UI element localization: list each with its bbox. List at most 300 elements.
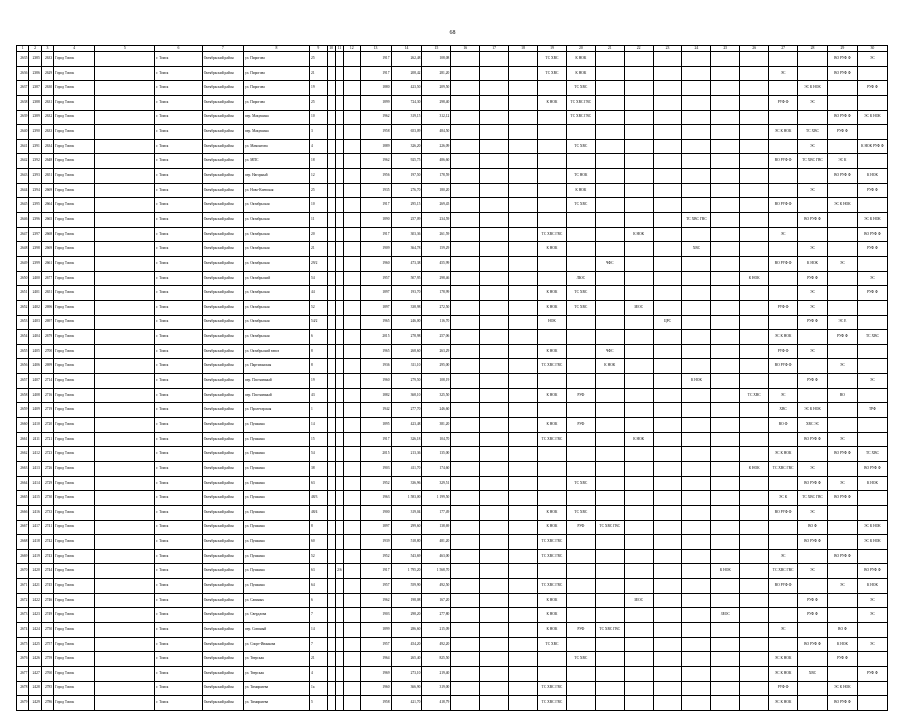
work-type-cell: ЭС К НОК [798, 81, 828, 96]
work-type-cell [595, 52, 624, 67]
total-area: 336,96 [391, 476, 422, 491]
work-type-cell [509, 374, 538, 389]
work-type-cell [538, 403, 567, 418]
empty-cell [95, 154, 155, 169]
work-type-cell [624, 520, 653, 535]
district-name: Октябрьский район [202, 432, 243, 447]
settlement-name: Город Томск [54, 681, 95, 696]
work-type-cell [509, 256, 538, 271]
record-id: 2406 [29, 359, 41, 374]
work-type-cell [653, 579, 682, 594]
object-id: 2677 [41, 271, 53, 286]
house-number: 52 [310, 549, 328, 564]
house-number: 8 [310, 344, 328, 359]
work-type-cell [595, 242, 624, 257]
city-name: г. Томск [155, 535, 202, 550]
work-type-cell [480, 52, 509, 67]
work-type-cell [857, 125, 887, 140]
work-type-cell [624, 139, 653, 154]
empty-cell [327, 344, 335, 359]
empty-cell [327, 139, 335, 154]
work-type-cell [566, 461, 595, 476]
building-number [335, 110, 343, 125]
building-number [335, 286, 343, 301]
record-number: 2676 [17, 652, 29, 667]
work-type-cell [566, 579, 595, 594]
column-number: 8 [243, 46, 309, 52]
empty-cell [327, 608, 335, 623]
record-number: 2678 [17, 681, 29, 696]
work-type-cell [682, 505, 711, 520]
settlement-name: Город Томск [54, 110, 95, 125]
street-name: ул. Пирогова [243, 66, 309, 81]
street-name: ул. Пушкина [243, 564, 309, 579]
total-area: 276,70 [391, 183, 422, 198]
work-type-cell [538, 154, 567, 169]
work-type-cell [595, 271, 624, 286]
work-type-cell: НОК [538, 315, 567, 330]
empty-cell [95, 110, 155, 125]
work-type-cell [509, 535, 538, 550]
settlement-name: Город Томск [54, 418, 95, 433]
work-type-cell [566, 330, 595, 345]
city-name: г. Томск [155, 388, 202, 403]
object-id: 2665 [41, 213, 53, 228]
work-type-cell [509, 608, 538, 623]
empty-cell [95, 66, 155, 81]
settlement-name: Город Томск [54, 139, 95, 154]
work-type-cell: РУФ Ф [798, 271, 828, 286]
building-number [335, 300, 343, 315]
district-name: Октябрьский район [202, 388, 243, 403]
building-number [335, 403, 343, 418]
work-type-cell [480, 476, 509, 491]
work-type-cell [798, 66, 828, 81]
work-type-cell [624, 418, 653, 433]
work-type-cell [653, 491, 682, 506]
work-type-cell: ЭС [798, 344, 828, 359]
work-type-cell [769, 169, 798, 184]
settlement-name: Город Томск [54, 198, 95, 213]
object-id: 2733 [41, 505, 53, 520]
work-type-cell [711, 110, 740, 125]
work-type-cell: ЭС [798, 242, 828, 257]
city-name: г. Томск [155, 461, 202, 476]
work-type-cell [740, 403, 769, 418]
work-type-cell [711, 432, 740, 447]
empty-cell [327, 374, 335, 389]
work-type-cell [624, 66, 653, 81]
empty-cell [327, 696, 335, 711]
work-type-cell: ЭС [827, 579, 857, 594]
empty-cell [327, 652, 335, 667]
work-type-cell [827, 564, 857, 579]
work-type-cell [740, 622, 769, 637]
work-type-cell [653, 286, 682, 301]
work-type-cell [682, 52, 711, 67]
work-type-cell [653, 271, 682, 286]
total-area: 559,90 [391, 579, 422, 594]
house-number: 7 [310, 608, 328, 623]
work-type-cell: ВО РУФ Ф [857, 564, 887, 579]
table-row [17, 579, 888, 594]
work-type-cell [653, 183, 682, 198]
empty-cell [95, 271, 155, 286]
work-type-cell [451, 505, 480, 520]
total-area: 473,38 [391, 256, 422, 271]
settlement-name: Город Томск [54, 286, 95, 301]
work-type-cell: К НОК [538, 593, 567, 608]
work-type-cell [509, 198, 538, 213]
work-type-cell [798, 388, 828, 403]
work-type-cell: ЭС [769, 66, 798, 81]
district-name: Октябрьский район [202, 154, 243, 169]
house-number: 43 [310, 388, 328, 403]
empty-cell [344, 666, 361, 681]
work-type-cell: К НОК [740, 271, 769, 286]
work-type-cell [451, 169, 480, 184]
table-row [17, 330, 888, 345]
empty-cell [344, 520, 361, 535]
work-type-cell [509, 52, 538, 67]
work-type-cell [653, 622, 682, 637]
total-area: 303,36 [391, 227, 422, 242]
street-name: ул. Октябрьская [243, 315, 309, 330]
empty-cell [344, 564, 361, 579]
empty-cell [95, 330, 155, 345]
settlement-name: Город Томск [54, 637, 95, 652]
object-id: 2669 [41, 183, 53, 198]
work-type-cell [682, 271, 711, 286]
city-name: г. Томск [155, 666, 202, 681]
building-number [335, 154, 343, 169]
build-year: 1963 [360, 491, 391, 506]
record-number: 2636 [17, 66, 29, 81]
work-type-cell [711, 696, 740, 711]
work-type-cell [480, 315, 509, 330]
work-type-cell: ХВС [769, 403, 798, 418]
work-type-cell [653, 81, 682, 96]
empty-cell [344, 169, 361, 184]
work-type-cell: ЭС К НОК [769, 447, 798, 462]
work-type-cell [538, 330, 567, 345]
building-number [335, 622, 343, 637]
living-area: 277,80 [422, 608, 451, 623]
work-type-cell [624, 447, 653, 462]
column-number: 4 [54, 46, 95, 52]
living-area: 138,69 [422, 520, 451, 535]
work-type-cell [595, 491, 624, 506]
living-area: 269,45 [422, 198, 451, 213]
work-type-cell [682, 696, 711, 711]
building-number: 2/6 [335, 564, 343, 579]
record-number: 2644 [17, 183, 29, 198]
work-type-cell [595, 637, 624, 652]
work-type-cell [480, 81, 509, 96]
work-type-cell [711, 403, 740, 418]
settlement-name: Город Томск [54, 535, 95, 550]
empty-cell [95, 608, 155, 623]
work-type-cell [509, 359, 538, 374]
work-type-cell [480, 637, 509, 652]
work-type-cell: ВО РУФ Ф [769, 256, 798, 271]
object-id: 2679 [41, 330, 53, 345]
record-id: 2416 [29, 505, 41, 520]
work-type-cell: ТС ХВС ГВС [595, 622, 624, 637]
work-type-cell [509, 403, 538, 418]
build-year: 1909 [360, 242, 391, 257]
building-number [335, 52, 343, 67]
empty-cell [344, 593, 361, 608]
record-number: 2652 [17, 300, 29, 315]
work-type-cell: ТС ХВС ГВС [538, 535, 567, 550]
work-type-cell [827, 505, 857, 520]
work-type-cell [480, 330, 509, 345]
work-type-cell [653, 403, 682, 418]
work-type-cell: К НОК [538, 242, 567, 257]
table-row [17, 95, 888, 110]
city-name: г. Томск [155, 213, 202, 228]
record-id: 2386 [29, 66, 41, 81]
record-id: 2414 [29, 476, 41, 491]
district-name: Октябрьский район [202, 198, 243, 213]
empty-cell [95, 227, 155, 242]
work-type-cell [624, 183, 653, 198]
work-type-cell [509, 81, 538, 96]
house-number: 63 [310, 564, 328, 579]
record-number: 2668 [17, 535, 29, 550]
work-type-cell [711, 476, 740, 491]
settlement-name: Город Томск [54, 359, 95, 374]
column-number: 12 [344, 46, 361, 52]
district-name: Октябрьский район [202, 549, 243, 564]
record-id: 2410 [29, 418, 41, 433]
record-id: 2385 [29, 52, 41, 67]
building-number [335, 681, 343, 696]
settlement-name: Город Томск [54, 666, 95, 681]
work-type-cell [509, 183, 538, 198]
work-type-cell [566, 696, 595, 711]
work-type-cell: РУФ Ф [857, 286, 887, 301]
city-name: г. Томск [155, 154, 202, 169]
work-type-cell [595, 476, 624, 491]
work-type-cell: ЭС К НОК [857, 520, 887, 535]
column-number: 16 [451, 46, 480, 52]
living-area: 295,00 [422, 359, 451, 374]
work-type-cell [769, 81, 798, 96]
work-type-cell: ЭС К НОК [769, 330, 798, 345]
work-type-cell [566, 125, 595, 140]
work-type-cell [509, 652, 538, 667]
street-name: ул. Пушкина [243, 505, 309, 520]
work-type-cell [682, 622, 711, 637]
street-name: ул. Свердлова [243, 608, 309, 623]
work-type-cell [711, 300, 740, 315]
work-type-cell [740, 418, 769, 433]
street-name: ул. Партизанская [243, 359, 309, 374]
total-area: 368,10 [391, 388, 422, 403]
work-type-cell [595, 374, 624, 389]
settlement-name: Город Томск [54, 315, 95, 330]
work-type-cell [624, 535, 653, 550]
work-type-cell [740, 344, 769, 359]
empty-cell [327, 520, 335, 535]
work-type-cell: ЭС К НОК [857, 110, 887, 125]
work-type-cell [682, 681, 711, 696]
work-type-cell [711, 198, 740, 213]
object-id: 2634 [41, 139, 53, 154]
column-number: 18 [509, 46, 538, 52]
work-type-cell [827, 95, 857, 110]
work-type-cell: ЭС [827, 256, 857, 271]
empty-cell [327, 491, 335, 506]
work-type-cell [480, 66, 509, 81]
district-name: Октябрьский район [202, 535, 243, 550]
total-area: 518,80 [391, 535, 422, 550]
work-type-cell [595, 330, 624, 345]
work-type-cell [798, 227, 828, 242]
building-number [335, 388, 343, 403]
work-type-cell: ЭС К [827, 154, 857, 169]
house-number: 4 [310, 666, 328, 681]
work-type-cell [451, 403, 480, 418]
work-type-cell: РУФ [566, 388, 595, 403]
record-number: 2664 [17, 476, 29, 491]
work-type-cell [857, 256, 887, 271]
work-type-cell: ВО Ф [798, 520, 828, 535]
settlement-name: Город Томск [54, 169, 95, 184]
work-type-cell: ТС ХВС ГВС [798, 154, 828, 169]
settlement-name: Город Томск [54, 81, 95, 96]
settlement-name: Город Томск [54, 564, 95, 579]
settlement-name: Город Томск [54, 696, 95, 711]
record-number: 2679 [17, 696, 29, 711]
work-type-cell [682, 579, 711, 594]
empty-cell [327, 403, 335, 418]
settlement-name: Город Томск [54, 344, 95, 359]
table-row [17, 52, 888, 67]
work-type-cell [538, 256, 567, 271]
work-type-cell [480, 227, 509, 242]
build-year: 1917 [360, 198, 391, 213]
work-type-cell [451, 461, 480, 476]
work-type-cell [857, 491, 887, 506]
district-name: Октябрьский район [202, 652, 243, 667]
table-row [17, 696, 888, 711]
empty-cell [344, 95, 361, 110]
street-name: ул. Тимирязева [243, 681, 309, 696]
settlement-name: Город Томск [54, 491, 95, 506]
work-type-cell [653, 549, 682, 564]
work-type-cell: ВО Ф [769, 418, 798, 433]
work-type-cell [740, 681, 769, 696]
work-type-cell [769, 593, 798, 608]
work-type-cell [624, 213, 653, 228]
work-type-cell [653, 476, 682, 491]
work-type-cell [653, 242, 682, 257]
settlement-name: Город Томск [54, 256, 95, 271]
street-name: ул. Октябрьская [243, 227, 309, 242]
building-number [335, 183, 343, 198]
total-area: 311,10 [391, 359, 422, 374]
work-type-cell [682, 110, 711, 125]
work-type-cell [711, 535, 740, 550]
district-name: Октябрьский район [202, 476, 243, 491]
empty-cell [327, 286, 335, 301]
work-type-cell [566, 154, 595, 169]
empty-cell [95, 403, 155, 418]
district-name: Октябрьский район [202, 242, 243, 257]
work-type-cell [595, 418, 624, 433]
work-type-cell [538, 374, 567, 389]
object-id: 2714 [41, 374, 53, 389]
work-type-cell: К НОК [857, 169, 887, 184]
living-area: 298,40 [422, 95, 451, 110]
street-name: ул. Октябрьский [243, 271, 309, 286]
empty-cell [327, 447, 335, 462]
column-number: 28 [798, 46, 828, 52]
work-type-cell [480, 95, 509, 110]
building-number [335, 608, 343, 623]
work-type-cell [827, 271, 857, 286]
object-id: 2716 [41, 388, 53, 403]
work-type-cell [857, 154, 887, 169]
work-type-cell: ЭС К [769, 491, 798, 506]
work-type-cell: РУФ Ф [857, 666, 887, 681]
empty-cell [344, 637, 361, 652]
empty-cell [327, 564, 335, 579]
column-number: 7 [202, 46, 243, 52]
work-type-cell [566, 315, 595, 330]
total-area: 273,10 [391, 666, 422, 681]
work-type-cell [769, 608, 798, 623]
record-number: 2659 [17, 403, 29, 418]
work-type-cell [682, 256, 711, 271]
house-number: 64 [310, 579, 328, 594]
living-area: 298,46 [422, 271, 451, 286]
record-number: 2670 [17, 564, 29, 579]
record-number: 2663 [17, 461, 29, 476]
work-type-cell: ВО РУФ Ф [827, 110, 857, 125]
record-number: 2665 [17, 491, 29, 506]
record-number: 2667 [17, 520, 29, 535]
empty-cell [327, 637, 335, 652]
work-type-cell [653, 227, 682, 242]
work-type-cell: ЭС [798, 461, 828, 476]
work-type-cell [740, 125, 769, 140]
work-type-cell: ВО РУФ Ф [798, 432, 828, 447]
record-id: 2425 [29, 637, 41, 652]
street-name: ул. Пушкина [243, 418, 309, 433]
empty-cell [327, 110, 335, 125]
empty-cell [95, 681, 155, 696]
empty-cell [344, 388, 361, 403]
work-type-cell [451, 374, 480, 389]
total-area: 299,60 [391, 520, 422, 535]
work-type-cell [740, 300, 769, 315]
street-name: ул. Ново-Киевская [243, 183, 309, 198]
empty-cell [95, 579, 155, 594]
settlement-name: Город Томск [54, 505, 95, 520]
empty-cell [327, 154, 335, 169]
work-type-cell: ВО РУФ Ф [827, 447, 857, 462]
total-area: 197,50 [391, 169, 422, 184]
work-type-cell [509, 271, 538, 286]
work-type-cell [682, 476, 711, 491]
street-name: ул. Пушкина [243, 461, 309, 476]
work-type-cell [740, 52, 769, 67]
build-year: 1965 [360, 315, 391, 330]
